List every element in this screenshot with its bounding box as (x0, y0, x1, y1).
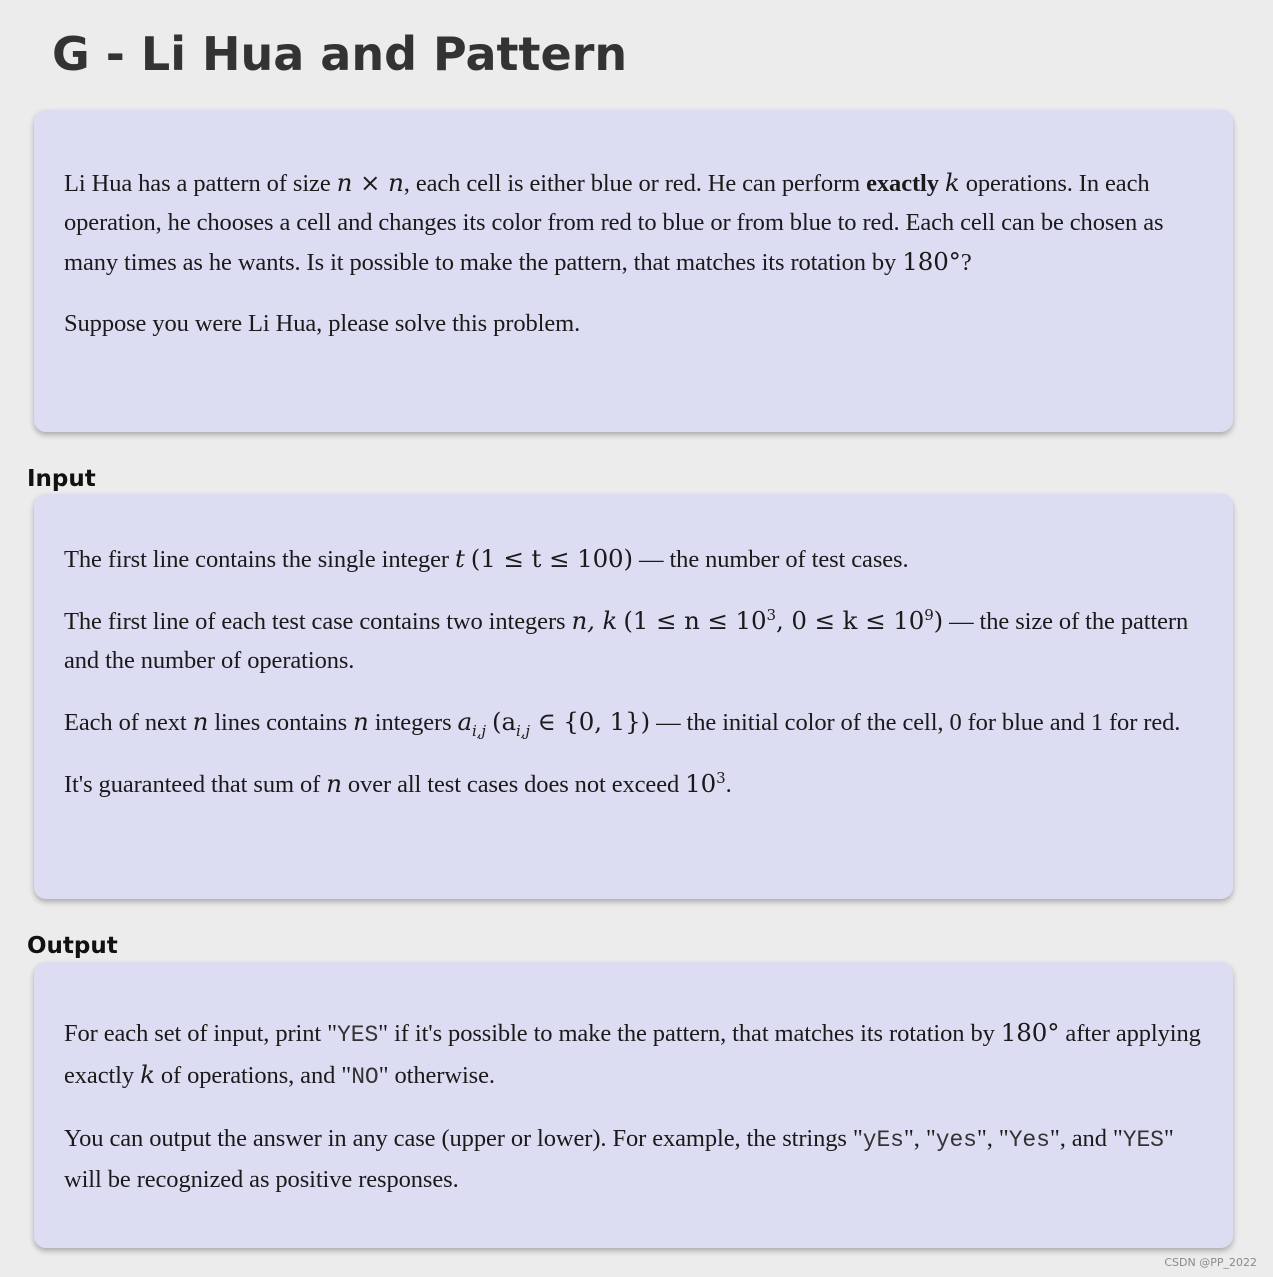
text: ", " (903, 1125, 936, 1152)
math: (1 ≤ t ≤ 100) (470, 544, 634, 573)
text: — the initial color of the cell, 0 for blue and 1 for red. (650, 709, 1181, 736)
math: n (326, 769, 342, 798)
text: Li Hua has a pattern of size (64, 170, 337, 197)
math: (a (492, 707, 516, 736)
text: lines contains (208, 709, 354, 736)
code-text: Yes (1008, 1127, 1050, 1153)
input-card (34, 494, 1233, 899)
text: " will be recognized as positive responses. (64, 1125, 1174, 1193)
math: ) (933, 606, 944, 635)
text: , each cell is either blue or red. He can perform (403, 170, 867, 197)
math: t (455, 544, 465, 573)
output-paragraph-1 (64, 1013, 1205, 1097)
math: k (944, 168, 960, 197)
input-paragraph-1 (64, 539, 1205, 579)
text: " if it's possible to make the pattern, that matches its rotation by (378, 1020, 1001, 1047)
input-paragraph-4 (64, 764, 1205, 804)
text: — the number of test cases. (633, 546, 909, 573)
math: n, k (571, 606, 618, 635)
text: over all test cases does not exceed (341, 771, 686, 798)
math-subscript: i,j (515, 721, 530, 740)
math-exponent: 3 (766, 605, 776, 624)
input-paragraph-2 (64, 601, 1205, 680)
math-subscript: i,j (472, 721, 486, 740)
code-text: NO (351, 1064, 379, 1090)
output-card (34, 962, 1233, 1248)
text: ", and " (1049, 1125, 1123, 1152)
math: n × n (336, 168, 404, 197)
input-heading: Input (27, 466, 96, 492)
math: 180° (902, 247, 961, 276)
math-exponent: 9 (924, 605, 934, 624)
text: " otherwise. (378, 1062, 495, 1089)
math: (1 ≤ n ≤ 10 (623, 606, 767, 635)
text: ", " (976, 1125, 1009, 1152)
text: The first line of each test case contains two integers (64, 608, 572, 635)
bold-text: exactly (866, 170, 939, 197)
text: operations. In each operation, he chooses a cell and changes its color from red to blue or from blue to red. Each cell can be chosen as many times as he wants. Is it possible to make the pattern, that matches its rotation by (64, 170, 1164, 276)
math: k (140, 1060, 155, 1089)
text: Each of next (64, 709, 193, 736)
code-text: yEs (862, 1127, 904, 1153)
text: after applying exactly (64, 1020, 1201, 1089)
input-paragraph-3 (64, 702, 1205, 742)
math: 180° (1000, 1018, 1060, 1047)
statement-paragraph-1 (64, 163, 1205, 282)
text: — the size of the pattern and the number of operations. (64, 608, 1189, 674)
math: , 0 ≤ k ≤ 10 (775, 606, 925, 635)
output-heading: Output (27, 933, 118, 959)
math: ∈ {0, 1}) (529, 707, 651, 736)
statement-card (34, 110, 1233, 432)
text: It's guaranteed that sum of (64, 771, 327, 798)
text: ? (960, 249, 972, 276)
page-title: G - Li Hua and Pattern (52, 27, 628, 81)
text: . (725, 771, 732, 798)
text: You can output the answer in any case (upper or lower). For example, the strings " (64, 1125, 863, 1152)
output-paragraph-2 (64, 1119, 1205, 1199)
watermark: CSDN @PP_2022 (1164, 1256, 1257, 1269)
text: integers (368, 709, 458, 736)
math: a (457, 707, 473, 736)
math: n (353, 707, 369, 736)
math: n (192, 707, 209, 736)
math: 10 (685, 769, 717, 798)
text: of operations, and " (154, 1062, 352, 1089)
text: The first line contains the single integer (64, 546, 455, 573)
statement-paragraph-2: Suppose you were Li Hua, please solve this problem. (64, 310, 581, 337)
code-text: yes (935, 1127, 977, 1153)
math-exponent: 3 (716, 768, 726, 787)
text: For each set of input, print " (64, 1020, 338, 1047)
code-text: YES (337, 1022, 379, 1048)
code-text: YES (1122, 1127, 1164, 1153)
